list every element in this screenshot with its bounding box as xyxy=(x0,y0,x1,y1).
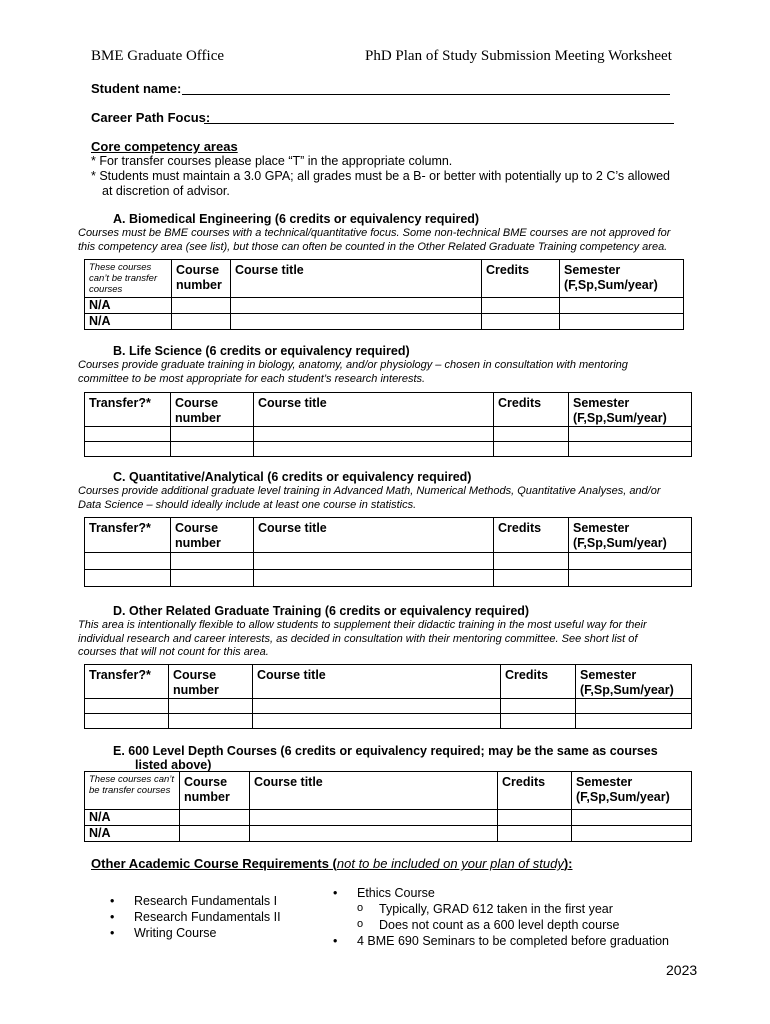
section-b-title: B. Life Science (6 credits or equivalency required) xyxy=(113,344,410,358)
circle-bullet-icon: o xyxy=(357,902,364,914)
credits-cell[interactable] xyxy=(494,553,569,570)
section-b-table xyxy=(84,392,692,457)
section-b-desc-line-1: Courses provide graduate training in biology, anatomy, and/or physiology – chosen in consultation with mentoring xyxy=(78,359,628,371)
col-header-credits: Credits xyxy=(498,772,572,810)
career-path-line[interactable] xyxy=(204,123,674,124)
section-d-table xyxy=(84,664,692,729)
col-header-credits: Credits xyxy=(494,518,569,553)
course-title-cell[interactable] xyxy=(250,826,498,842)
semester-cell[interactable] xyxy=(560,298,684,314)
credits-cell[interactable] xyxy=(501,714,576,729)
list-item xyxy=(110,909,281,925)
col-header-course-number: Course number xyxy=(169,665,253,699)
table-row xyxy=(85,298,684,314)
section-a-desc-line-1: Courses must be BME courses with a technical/quantitative focus. Some non-technical BME courses are not approved for xyxy=(78,227,671,239)
section-d-desc-line-3: courses that will not count for this area. xyxy=(78,646,269,658)
bullet-icon: • xyxy=(110,910,115,924)
course-title-cell[interactable] xyxy=(254,442,494,457)
col-header-nontransfer: These courses can’t be transfer courses xyxy=(85,260,172,298)
course-title-cell[interactable] xyxy=(231,298,482,314)
section-a-desc xyxy=(78,227,670,254)
course-number-cell[interactable] xyxy=(171,570,254,587)
semester-cell[interactable] xyxy=(569,570,692,587)
paren-close: ): xyxy=(563,856,573,871)
course-number-cell[interactable] xyxy=(172,298,231,314)
section-d-desc-line-2: individual research and career interests, as decided in consultation with their mentoring committee. See short list of xyxy=(78,632,638,645)
list-item-label: Ethics Course xyxy=(357,886,435,900)
semester-cell[interactable] xyxy=(569,427,692,442)
col-header-semester: Semester (F,Sp,Sum/year) xyxy=(560,260,684,298)
section-e-title: E. 600 Level Depth Courses (6 credits or equivalency required; may be the same as courses xyxy=(113,744,658,758)
course-number-cell[interactable] xyxy=(169,699,253,714)
section-b-desc xyxy=(78,359,628,386)
credits-cell[interactable] xyxy=(494,570,569,587)
col-header-course-title: Course title xyxy=(253,665,501,699)
table-row xyxy=(85,826,692,842)
table-row xyxy=(85,442,692,457)
course-title-cell[interactable] xyxy=(253,714,501,729)
transfer-cell[interactable] xyxy=(85,442,171,457)
credits-cell[interactable] xyxy=(482,298,560,314)
list-item-label: Writing Course xyxy=(134,926,217,940)
paren-open: ( xyxy=(328,856,337,871)
list-item-label: Research Fundamentals I xyxy=(134,894,278,908)
col-header-transfer: Transfer?* xyxy=(85,393,171,427)
credits-cell[interactable] xyxy=(501,699,576,714)
credits-cell[interactable] xyxy=(498,810,572,826)
course-number-cell[interactable] xyxy=(172,314,231,330)
col-header-credits: Credits xyxy=(501,665,576,699)
table-row xyxy=(85,427,692,442)
career-path-label: Career Path Focus: xyxy=(91,110,211,125)
table-header-row xyxy=(85,393,692,427)
core-competency-title: Core competency areas xyxy=(91,139,238,154)
list-item xyxy=(333,885,669,901)
credits-cell[interactable] xyxy=(494,442,569,457)
col-header-course-title: Course title xyxy=(250,772,498,810)
section-c-table xyxy=(84,517,692,587)
col-header-course-title: Course title xyxy=(254,518,494,553)
table-header-row xyxy=(85,772,692,810)
course-title-cell[interactable] xyxy=(253,699,501,714)
course-title-cell[interactable] xyxy=(250,810,498,826)
list-item-label: 4 BME 690 Seminars to be completed before graduation xyxy=(357,934,669,948)
col-header-course-number: Course number xyxy=(172,260,231,298)
table-header-row xyxy=(85,260,684,298)
na-cell: N/A xyxy=(85,826,180,842)
student-name-label: Student name: xyxy=(91,81,182,96)
section-c-desc-line-1: Courses provide additional graduate level training in Advanced Math, Numerical Methods, Quantitative Analyses, and/or xyxy=(78,485,661,497)
section-b-desc-line-2: committee to be most appropriate for each student’s research interests. xyxy=(78,372,426,385)
course-number-cell[interactable] xyxy=(171,427,254,442)
transfer-cell[interactable] xyxy=(85,553,171,570)
sub-list-item xyxy=(333,901,669,917)
transfer-cell[interactable] xyxy=(85,570,171,587)
right-requirements-list xyxy=(333,885,669,949)
semester-cell[interactable] xyxy=(560,314,684,330)
core-note-3: at discretion of advisor. xyxy=(102,184,230,198)
col-header-transfer: Transfer?* xyxy=(85,518,171,553)
sub-list-item xyxy=(333,917,669,933)
table-header-row xyxy=(85,665,692,699)
sub-list-item-label: Typically, GRAD 612 taken in the first year xyxy=(379,902,613,916)
course-number-cell[interactable] xyxy=(171,553,254,570)
transfer-cell[interactable] xyxy=(85,714,169,729)
col-header-course-number: Course number xyxy=(171,518,254,553)
col-header-semester: Semester (F,Sp,Sum/year) xyxy=(569,518,692,553)
bullet-icon: • xyxy=(333,886,338,900)
semester-cell[interactable] xyxy=(576,714,692,729)
col-header-course-number: Course number xyxy=(171,393,254,427)
na-cell: N/A xyxy=(85,810,180,826)
section-e-title-cont: listed above) xyxy=(135,758,212,772)
other-requirements-heading: Other Academic Course Requirements xyxy=(91,856,329,871)
core-note-1: * For transfer courses please place “T” in the appropriate column. xyxy=(91,154,453,168)
list-item xyxy=(333,933,669,949)
semester-cell[interactable] xyxy=(572,810,692,826)
col-header-transfer: Transfer?* xyxy=(85,665,169,699)
col-header-semester: Semester (F,Sp,Sum/year) xyxy=(569,393,692,427)
course-number-cell[interactable] xyxy=(171,442,254,457)
transfer-cell[interactable] xyxy=(85,427,171,442)
header-office: BME Graduate Office xyxy=(91,48,225,64)
section-e-table xyxy=(84,771,692,842)
table-row xyxy=(85,314,684,330)
section-a-table xyxy=(84,259,684,330)
credits-cell[interactable] xyxy=(482,314,560,330)
semester-cell[interactable] xyxy=(572,826,692,842)
course-number-cell[interactable] xyxy=(180,810,250,826)
section-d-desc xyxy=(78,619,647,660)
student-name-line[interactable] xyxy=(182,94,670,95)
course-title-cell[interactable] xyxy=(254,570,494,587)
core-note-2: * Students must maintain a 3.0 GPA; all grades must be a B- or better with potentially up to 2 C’s allowed xyxy=(91,169,671,183)
semester-cell[interactable] xyxy=(569,553,692,570)
table-row xyxy=(85,553,692,570)
col-header-semester: Semester (F,Sp,Sum/year) xyxy=(576,665,692,699)
section-d-title: D. Other Related Graduate Training (6 credits or equivalency required) xyxy=(113,604,530,618)
col-header-course-title: Course title xyxy=(254,393,494,427)
section-d-desc-line-1: This area is intentionally flexible to allow students to supplement their didactic training in the most useful way for their xyxy=(78,619,647,631)
table-row xyxy=(85,714,692,729)
credits-cell[interactable] xyxy=(498,826,572,842)
col-header-credits: Credits xyxy=(494,393,569,427)
bullet-icon: • xyxy=(110,894,115,908)
list-item-label: Research Fundamentals II xyxy=(134,910,281,924)
na-cell: N/A xyxy=(85,314,172,330)
course-title-cell[interactable] xyxy=(254,553,494,570)
semester-cell[interactable] xyxy=(576,699,692,714)
course-number-cell[interactable] xyxy=(169,714,253,729)
semester-cell[interactable] xyxy=(569,442,692,457)
col-header-course-number: Course number xyxy=(180,772,250,810)
section-c-title: C. Quantitative/Analytical (6 credits or equivalency required) xyxy=(113,470,472,484)
section-a-desc-line-2: this competency area (see list), but those can often be counted in the Other Related Graduate Training competency area. xyxy=(78,240,668,253)
other-requirements-title xyxy=(91,856,573,871)
col-header-credits: Credits xyxy=(482,260,560,298)
left-requirements-list xyxy=(110,893,281,941)
col-header-course-title: Course title xyxy=(231,260,482,298)
table-row xyxy=(85,699,692,714)
table-row xyxy=(85,810,692,826)
col-header-semester: Semester (F,Sp,Sum/year) xyxy=(572,772,692,810)
bullet-icon: • xyxy=(110,926,115,940)
list-item xyxy=(110,893,281,909)
na-cell: N/A xyxy=(85,298,172,314)
circle-bullet-icon: o xyxy=(357,918,364,930)
course-title-cell[interactable] xyxy=(231,314,482,330)
col-header-nontransfer: These courses can’t be transfer courses xyxy=(85,772,180,810)
transfer-cell[interactable] xyxy=(85,699,169,714)
section-a-title: A. Biomedical Engineering (6 credits or equivalency required) xyxy=(113,212,480,226)
bullet-icon: • xyxy=(333,934,338,948)
header-worksheet-title: PhD Plan of Study Submission Meeting Worksheet xyxy=(365,48,672,64)
paren-note: not to be included on your plan of study xyxy=(336,856,564,871)
section-c-desc xyxy=(78,485,661,512)
list-item xyxy=(110,925,281,941)
table-row xyxy=(85,570,692,587)
footer-year: 2023 xyxy=(666,962,698,978)
course-number-cell[interactable] xyxy=(180,826,250,842)
section-c-desc-line-2: Data Science – should ideally include at least one course in statistics. xyxy=(78,498,417,511)
course-title-cell[interactable] xyxy=(254,427,494,442)
credits-cell[interactable] xyxy=(494,427,569,442)
table-header-row xyxy=(85,518,692,553)
sub-list-item-label: Does not count as a 600 level depth course xyxy=(379,918,620,932)
